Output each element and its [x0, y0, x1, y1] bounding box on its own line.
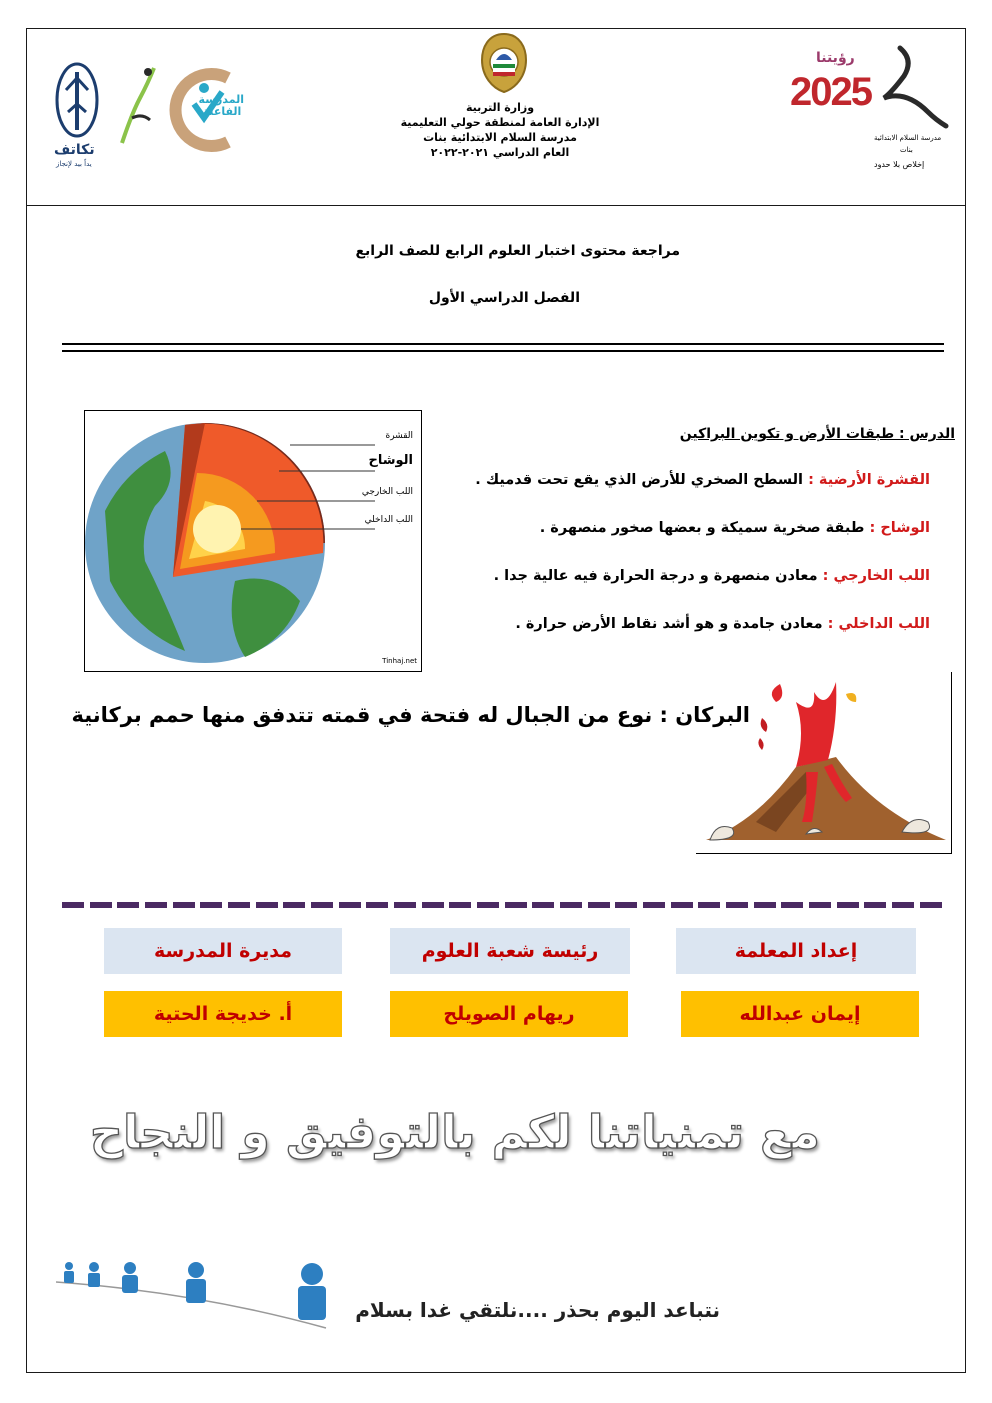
term-crust: القشرة الأرضية :	[808, 472, 930, 488]
term-inner-core: اللب الداخلي :	[827, 616, 930, 632]
term-outer-core: اللب الخارجي :	[822, 568, 930, 584]
diagram-label-outer-core: اللب الخارجي	[361, 487, 413, 497]
effective-school-name: المدرسة الفاعلة	[198, 93, 244, 118]
double-rule-top	[62, 343, 944, 345]
runner-logo	[110, 58, 165, 153]
text-outer-core: معادن منصهرة و درجة الحرارة فيه عالية جدا .	[493, 568, 823, 584]
diagram-label-crust: القشرة	[385, 431, 413, 441]
kuwait-emblem	[478, 30, 530, 96]
definition-outer-core	[430, 568, 930, 584]
role-teacher: إعداد المعلمة	[676, 928, 916, 974]
takatof-name: تكاتف	[54, 142, 95, 158]
volcano-illustration	[696, 672, 952, 854]
takatof-logo	[48, 50, 106, 170]
diagram-label-mantle: الوشاح	[368, 453, 413, 468]
text-inner-core: معادن جامدة و هو أشد نقاط الأرض حرارة .	[515, 616, 828, 632]
page-subtitle: الفصل الدراسي الأول	[428, 290, 580, 306]
page-title: مراجعة محتوى اختبار العلوم الرابع للصف الرابع	[355, 243, 680, 259]
name-principal: أ. خديجة الحتية	[104, 991, 342, 1037]
dashed-separator	[62, 902, 942, 908]
ministry-info	[380, 100, 620, 160]
lesson-title: الدرس : طبقات الأرض و تكوين البراكين	[679, 426, 955, 442]
role-science-head: رئيسة شعبة العلوم	[390, 928, 630, 974]
ministry-line-1: وزارة التربية	[465, 101, 535, 114]
volcano-definition: البركان : نوع من الجبال له فتحة في قمته تتدفق منها حمم بركانية	[71, 703, 750, 727]
text-mantle: طبقة صخرية سميكة و بعضها صخور منصهرة .	[539, 520, 870, 536]
header-separator	[26, 205, 966, 206]
definition-inner-core	[430, 616, 930, 632]
salam-school-line-1: مدرسة السلام الابتدائية	[874, 134, 942, 142]
takatof-slogan: يداً بيد لإنجاز	[56, 160, 92, 168]
ministry-line-3: مدرسة السلام الابتدائية بنات	[423, 131, 577, 144]
salam-school-slogan: إخلاص بلا حدود	[874, 160, 925, 169]
ministry-line-4: العام الدراسي ٢٠٢١-٢٠٢٢	[430, 146, 570, 159]
definition-crust	[430, 472, 930, 488]
name-science-head: ريهام الصويلح	[390, 991, 628, 1037]
footer-slogan: نتباعد اليوم بحذر ....نلتقي غدا بسلام	[355, 1298, 720, 1322]
earth-layers-diagram	[84, 410, 422, 672]
social-distancing-figures	[56, 1250, 346, 1330]
term-mantle: الوشاح :	[869, 520, 930, 536]
diagram-credit: Tinhaj.net	[382, 657, 417, 665]
effective-school-logo	[168, 64, 246, 156]
diagram-label-inner-core: اللب الداخلي	[364, 515, 413, 525]
text-crust: السطح الصخري للأرض الذي يقع تحت قدميك .	[475, 472, 809, 488]
salam-school-line-2: بنات	[900, 146, 913, 154]
double-rule-bottom	[62, 350, 944, 352]
definition-mantle	[430, 520, 930, 536]
closing-wish: مع تمنياتنا لكم بالتوفيق و النجاح	[89, 1105, 820, 1159]
ministry-line-2: الإدارة العامة لمنطقة حولي التعليمية	[400, 116, 600, 129]
vision-word: رؤيتنا	[816, 50, 855, 66]
salam-school-logo	[870, 40, 950, 180]
vision-2025-logo	[790, 50, 871, 160]
vision-year: 2025	[790, 70, 871, 114]
name-teacher: إيمان عبدالله	[681, 991, 919, 1037]
role-principal: مديرة المدرسة	[104, 928, 342, 974]
